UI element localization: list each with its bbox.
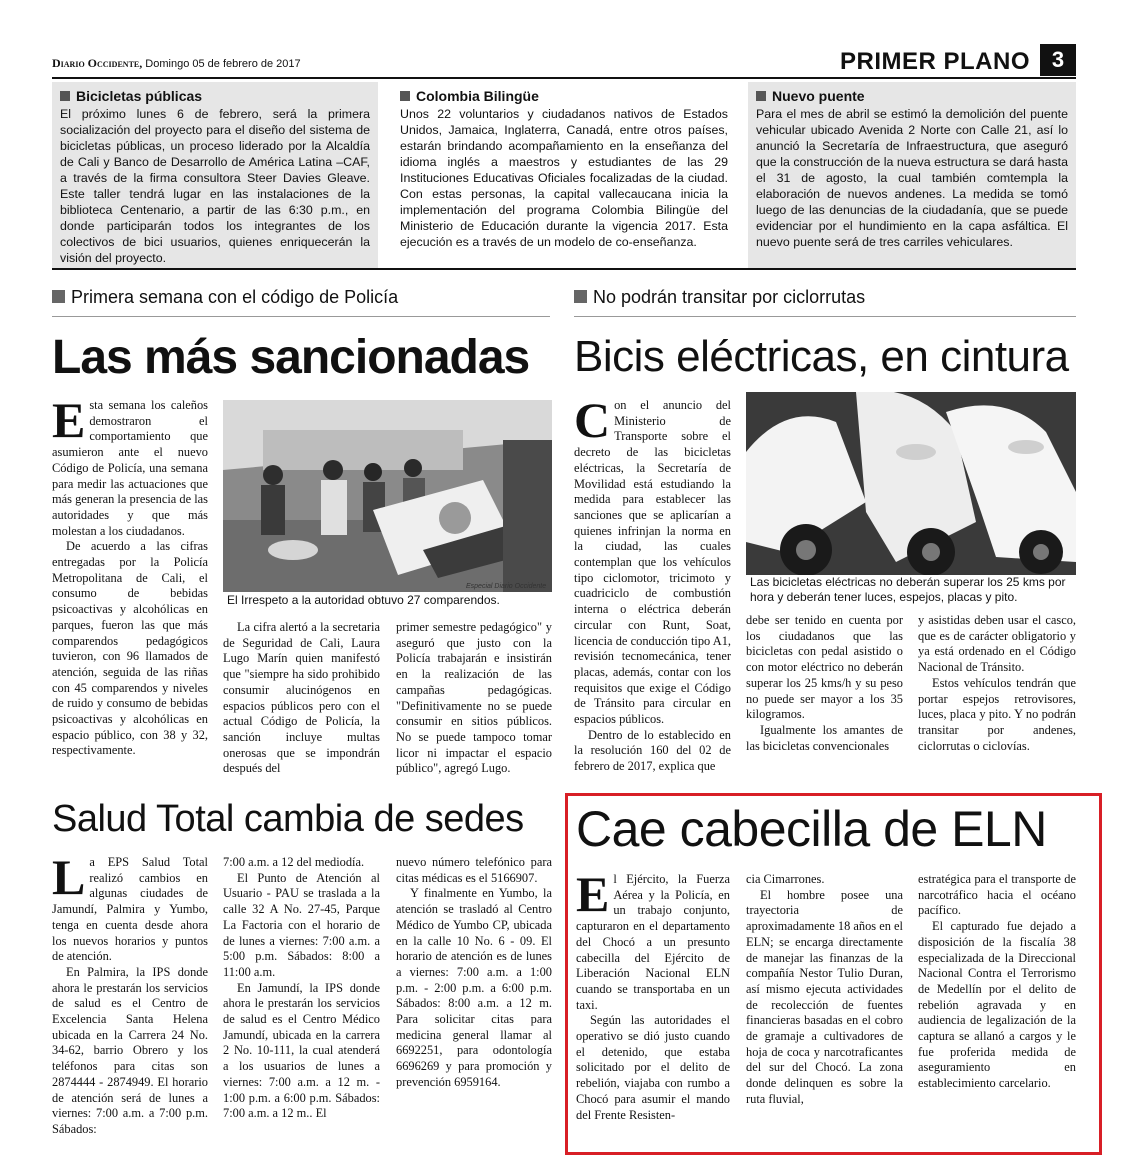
- drop-cap: E: [576, 872, 610, 922]
- paragraph: Según las autoridades el operativo se dió justo cuando el detenido, que estaba solicitado por el delito de rebelión, viajaba con rumbo a Chocó para asumir el mando del Frente Resisten-: [576, 1013, 730, 1122]
- paragraph: La cifra alertó a la secretaria de Seguridad de Cali, Laura Lugo Marín quien manifestó que "siempre ha sido prohibido consumir alucinógenos en espacios públicos pero con el actual Código de Policía, la sanción incluye multas onerosas que se impondrán después del: [223, 620, 380, 776]
- bullet-square-icon: [60, 91, 70, 101]
- brief-title: [756, 88, 1068, 104]
- paragraph: Igualmente los amantes de las bicicletas convencionales: [746, 722, 903, 753]
- story2-photo: [746, 392, 1076, 575]
- story2-photo-caption: Las bicicletas eléctricas no deberán superar los 25 kms por hora y deberán tener luces, espejos, placas y pito.: [750, 575, 1066, 604]
- brief-title-text: Colombia Bilingüe: [416, 88, 539, 104]
- masthead-rule: [52, 77, 1076, 79]
- story1-photo: [223, 400, 552, 592]
- bullet-square-icon: [756, 91, 766, 101]
- paragraph: y asistidas deben usar el casco, que es de carácter obligatorio y ya está ordenado en el Código Nacional de Tránsito.: [918, 613, 1076, 675]
- bullet-square-icon: [574, 290, 587, 303]
- paragraph: 7:00 a.m. a 12 del mediodía.: [223, 855, 365, 869]
- story3-headline: Salud Total cambia de sedes: [52, 798, 524, 840]
- paragraph: El Punto de Atención al Usuario - PAU se traslada a la calle 32 A No. 27-45, Parque La Factoria con el horario de de lunes a viernes: 7:00 a.m. a 5:00 p.m. Sábados: 8:00 a 11:00 a.m.: [223, 870, 380, 979]
- photo-credit: Especial Diario Occidente: [466, 583, 547, 590]
- drop-cap: C: [574, 398, 611, 448]
- story1-photo-caption: El Irrespeto a la autoridad obtuvo 27 comparendos.: [227, 593, 500, 607]
- story1-headline: Las más sancionadas: [52, 331, 530, 384]
- story1-column-3: [396, 620, 552, 788]
- brief-title: [400, 88, 728, 104]
- paragraph: Estos vehículos tendrán que portar espejos retrovisores, luces, placa y pito. Y no podrán transitar por andenes, ciclorrutas o ciclovías.: [918, 675, 1076, 753]
- paragraph: sta semana los caleños demostraron el comportamiento que asumieron ante el nuevo Código de Policía, una semana para medir las actuaciones que más generan la presencia de las autoridades y que más molestan a los ciudadanos.: [52, 398, 208, 538]
- brief-colombia-bilingue: [392, 82, 736, 268]
- story4-headline: Cae cabecilla de ELN: [576, 801, 1047, 857]
- brief-nuevo-puente: [748, 82, 1076, 268]
- kicker-rule: [574, 316, 1076, 317]
- masthead-dateline: [52, 56, 301, 71]
- story3-column-1: [52, 855, 208, 1155]
- crowd-photo-illustration: [223, 400, 552, 592]
- kicker-text: No podrán transitar por ciclorrutas: [593, 287, 866, 307]
- paragraph: nuevo número telefónico para citas médicas es el 5166907.: [396, 855, 552, 885]
- paragraph: debe ser tenido en cuenta por los ciudadanos que las bicicletas con pedal asistido o con motor eléctrico no deberán superar los 25 kms/h y su peso no puede ser mayor a los 35 kilogramos.: [746, 613, 903, 722]
- story1-column-1: [52, 398, 208, 788]
- paper-name: Diario Occidente,: [52, 56, 143, 70]
- story2-kicker: [574, 287, 865, 308]
- brief-body: Unos 22 voluntarios y ciudadanos nativos de Estados Unidos, Jamaica, Inglaterra, Canadá, entre otros países, estarán brindando acompañamiento en la enseñanza del idioma inglés a maestros y estudiantes de las 29 Instituciones Educativas Oficiales focalizadas de la ciudad. Con estas personas, la capital vallecaucana inicia la implementación del programa Colombia Bilingüe del Ministerio de Educación durante la vigencia 2017. Esta ejecución es a través de un modelo de co-enseñanza.: [400, 107, 728, 249]
- paragraph: Dentro de lo establecido en la resolución 160 del 02 de febrero de 2017, explica que: [574, 727, 731, 774]
- drop-cap: E: [52, 398, 86, 448]
- brief-body: El próximo lunes 6 de febrero, será la primera socialización del proyecto para el diseño del sistema de bicicletas públicas, un proceso liderado por la Alcaldía de Cali y Banco de Desarrollo de América Latina –CAF, a través de la firma consultora Steer Davies Gleave. Este taller tendrá lugar en las instalaciones de la biblioteca Centenario, a partir de las 6:30 p.m., en donde participarán todos los integrantes de los colectivos de bici usuarios, quienes enriquecerán la visión del proyecto.: [60, 107, 370, 265]
- brief-title-text: Nuevo puente: [772, 88, 865, 104]
- paragraph: Y finalmente en Yumbo, la atención se trasladó al Centro Médico de Yumbo CP, ubicada en la calle 10 No. 6 - 09. El horario de atención es de lunes a viernes: 7:00 a.m. a 1:00 p.m. - 2:00 p.m. a 6:00 p.m. Sábados: 8:00 a.m. a 12 m. Para solicitar citas para medicina general llamar al 6692251, para odontología 6696269 y para promoción y prevención 6959164.: [396, 886, 552, 1089]
- story3-column-2: [223, 855, 380, 1155]
- paragraph: En Palmira, la IPS donde ahora le prestarán los servicios de salud es el Centro de Excelencia Santa Helena ubicada en la Carrera 24 No. 34-62, barrio Obrero y los teléfonos para citas son 2874444 - 2874949. El horario de atención será de lunes a viernes: 7:00 a.m. a 7:00 p.m. Sábados:: [52, 964, 208, 1136]
- paragraph: cia Cimarrones.: [746, 872, 825, 886]
- paragraph: En Jamundí, la IPS donde ahora le prestarán los servicios de salud es el Centro Médico Jamundí, ubicada en la carrera 2 No. 10-111, la cual atenderá a los usuarios de lunes a viernes: 7:00 a.m. a 12 m. - 1:00 p.m. a 6:00 p.m. Sábados: 7:00 a.m. a 12 m.. El: [223, 980, 380, 1121]
- briefs-row: [52, 82, 1076, 270]
- paragraph: on el anuncio del Ministerio de Transporte sobre el decreto de las bicicletas eléctricas, la Secretaría de Movilidad está estudiando la medida para establecer las sanciones que se aplicarían a quienes infrinjan la norma en la ciudad, las cuales contemplan que los vehículos tipo ciclomotor, tricimoto y cuadriciclo de combustión interna o eléctrica deberán circular con Runt, Soat, licencia de conducción tipo A1, revisión tecnomecánica, tener placas, además, contar con los requisitos que exige el Código de Tránsito para circular en espacios públicos.: [574, 398, 731, 727]
- paragraph: De acuerdo a las cifras entregadas por la Policía Metropolitana de Cali, el consumo de bebidas psicoactivas y alcohólicas en parques, fueron las que más comparendos pedagógicos tuvieron, con 96 llamados de atención, seguida de las riñas con 45 comparendos y niveles de ruido y consumo de bebidas psicoactivas y alcohólicas en espacio público, con 38 y 32, respectivamente.: [52, 539, 208, 758]
- story4-column-2: [746, 872, 903, 1147]
- brief-bicicletas: [52, 82, 378, 268]
- story4-column-3: [918, 872, 1076, 1147]
- paragraph: a EPS Salud Total realizó cambios en algunas ciudades de Jamundí, Palmira y Yumbo, tenga en cuenta desde ahora los nuevos horarios y puntos de atención.: [52, 855, 208, 964]
- brief-title-text: Bicicletas públicas: [76, 88, 203, 104]
- paragraph: l Ejército, la Fuerza Aérea y la Policía, en un trabajo conjunto, capturaron en el departamento del Chocó a un presunto cabecilla del Ejército de Liberación Nacional ELN cuando se transportaba en un taxi.: [576, 872, 730, 1012]
- kicker-rule: [52, 316, 550, 317]
- paragraph: El capturado fue dejado a disposición de la fiscalía 38 especializada de la Direccional Nacional Contra el Terrorismo de Medellín por el delito de rebelión agravada y en audiencia de legalización de la captura se allanó a cargos y le fue proferida medida de aseguramiento en establecimiento carcelario.: [918, 919, 1076, 1091]
- page-number: 3: [1040, 44, 1076, 76]
- bullet-square-icon: [400, 91, 410, 101]
- story1-kicker: [52, 287, 398, 308]
- story2-column-3: [918, 613, 1076, 788]
- drop-cap: L: [52, 855, 86, 905]
- masthead: [52, 48, 1076, 74]
- kicker-text: Primera semana con el código de Policía: [71, 287, 399, 307]
- scooters-photo-illustration: [746, 392, 1076, 575]
- brief-title: [60, 88, 370, 104]
- story2-column-1: [574, 398, 731, 788]
- paragraph: El hombre posee una trayectoria de aproximadamente 18 años en el ELN; se encarga directamente de manejar las finanzas de la compañía Nestor Tulio Duran, así mismo ejecuta actividades de recolección de fuentes financieras basadas en el cobro de gramaje a cultivadores de hoja de coca y narcotraficantes del sur del Chocó. La zona donde delinquen es sobre la ruta fluvial,: [746, 887, 903, 1106]
- story4-column-1: [576, 872, 730, 1147]
- brief-body: Para el mes de abril se estimó la demolición del puente vehicular ubicado Avenida 2 Norte con Calle 21, así lo anunció la Secretaría de Infraestructura, que aseguró que la construcción de la nueva estructura se dará hasta el 31 de agosto, la cual también comtempla la elaboración de nuevos andenes. La medida se tomó luego de las denuncias de la ciudadanía, que se puede evidenciar por el hundimiento en la capa asfáltica. El nuevo puente será de tres carriles vehiculares.: [756, 107, 1068, 249]
- story1-column-2: [223, 620, 380, 788]
- story2-column-2: [746, 613, 903, 788]
- story3-column-3: [396, 855, 552, 1155]
- issue-date: Domingo 05 de febrero de 2017: [145, 58, 301, 70]
- paragraph: primer semestre pedagógico" y aseguró que justo con la Policía trabajarán e insistirán en la realización de las campañas pedagógicas. "Definitivamente no se puede consumir en sitios públicos. No se puede tampoco tomar licor ni impactar el espacio público", agregó Lugo.: [396, 620, 552, 776]
- section-title: PRIMER PLANO: [839, 48, 1030, 75]
- paragraph: estratégica para el transporte de narcotráfico hacia el océano pacífico.: [918, 872, 1076, 918]
- bullet-square-icon: [52, 290, 65, 303]
- story2-headline: Bicis eléctricas, en cintura: [574, 332, 1069, 381]
